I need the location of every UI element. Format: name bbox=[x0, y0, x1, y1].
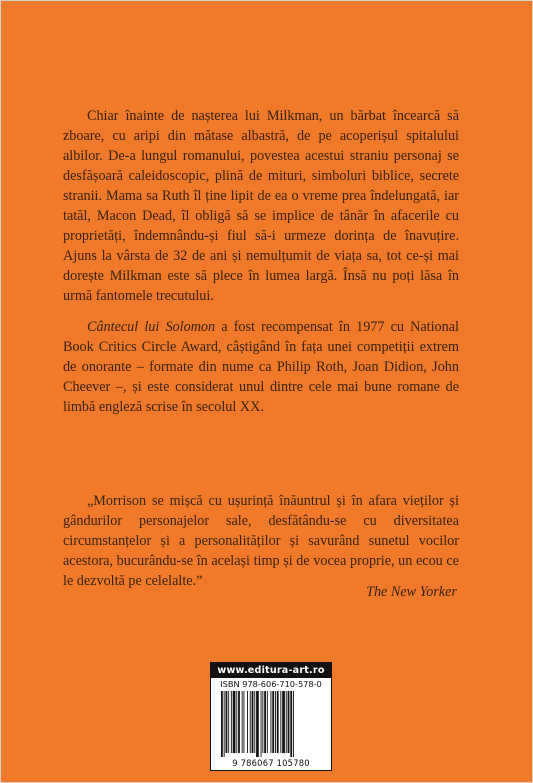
barcode-bar bbox=[236, 691, 237, 753]
barcode-bar bbox=[231, 691, 232, 753]
barcode-bar bbox=[275, 691, 276, 753]
barcode-bar bbox=[277, 691, 279, 753]
isbn-barcode-panel bbox=[210, 662, 332, 771]
publisher-website: www.editura-art.ro bbox=[211, 663, 331, 678]
barcode-bar bbox=[280, 691, 281, 753]
barcode-bar bbox=[286, 691, 287, 753]
barcode-bar bbox=[267, 691, 268, 753]
barcode-graphic bbox=[219, 691, 325, 757]
barcode-bar bbox=[290, 691, 292, 757]
synopsis-text: Chiar înainte de nașterea lui Milkman, un bărbat încearcă să zboare, cu aripi din mătase albastră, de pe acoperișul spitalului albilor. De-a lungul romanului, povestea acestui straniu personaj se desfășoară caleidoscopic, plină de mituri, simboluri biblice, secrete stranii. Mama sa Ruth îl ține lipit de ea o vreme prea îndelungată, iar tatăl, Macon Dead, îl obligă să se implice de tânăr în afacerile cu proprietăți, îndemnându-și fiul să-i urmeze dorința de înavuțire. Ajuns la vârsta de 32 de ani și nemulțumit de viața sa, tot ce-și mai dorește Milkman este să plece în lumea largă. Însă nu poți lăsa în urmă fantomele trecutului. bbox=[63, 108, 459, 304]
barcode-bar bbox=[256, 691, 259, 757]
barcode-bar bbox=[282, 691, 285, 753]
synopsis-paragraph bbox=[63, 106, 459, 306]
award-text-rest: a fost recompensat în 1977 cu National Book Critics Circle Award, câștigând în fața unei competiții extrem de onorante – formate din nume ca Philip Roth, Joan Didion, John Cheever –, și este considerat unul dintre cele mai bune romane de limbă engleză scrise în secolul XX. bbox=[63, 319, 459, 415]
award-text bbox=[63, 317, 459, 417]
review-quote bbox=[63, 491, 459, 591]
book-title-italic: Cântecul lui Solomon bbox=[87, 319, 216, 335]
barcode-bar bbox=[238, 691, 240, 753]
award-paragraph bbox=[63, 317, 459, 417]
barcode-bar bbox=[271, 691, 272, 753]
barcode-bar bbox=[261, 691, 262, 757]
barcode-bar bbox=[272, 691, 274, 753]
barcode-bar bbox=[264, 691, 266, 753]
barcode-bar bbox=[226, 691, 228, 753]
barcode-bar bbox=[233, 691, 236, 753]
barcode-bar bbox=[250, 691, 251, 753]
barcode-bar bbox=[252, 691, 254, 753]
barcode-bar bbox=[247, 691, 248, 753]
barcode-bar bbox=[262, 691, 263, 753]
quote-source: The New Yorker bbox=[366, 584, 457, 600]
barcode-bar bbox=[242, 691, 243, 753]
barcode-bar bbox=[254, 691, 255, 753]
barcode-bar bbox=[244, 691, 245, 753]
barcode-bar bbox=[228, 691, 229, 753]
barcode-bar bbox=[288, 691, 290, 753]
review-quote-text: „Morrison se mișcă cu ușurință înăuntrul și în afara vieților și gândurilor personajelor sale, desfătându-se cu diversitatea circumstanțelor și a personalităților și savurând sunetul vocilor acestora, bucurându-se în același timp și de vocea proprie, un ecou ce le dezvoltă pe celelalte.” bbox=[63, 493, 459, 589]
barcode-bar bbox=[224, 691, 225, 757]
barcode-digits: 9 786067 105780 bbox=[232, 758, 310, 768]
barcode-bar bbox=[293, 691, 294, 757]
barcode-bar bbox=[221, 691, 223, 757]
isbn-number: ISBN 978-606-710-578-0 bbox=[220, 679, 322, 689]
